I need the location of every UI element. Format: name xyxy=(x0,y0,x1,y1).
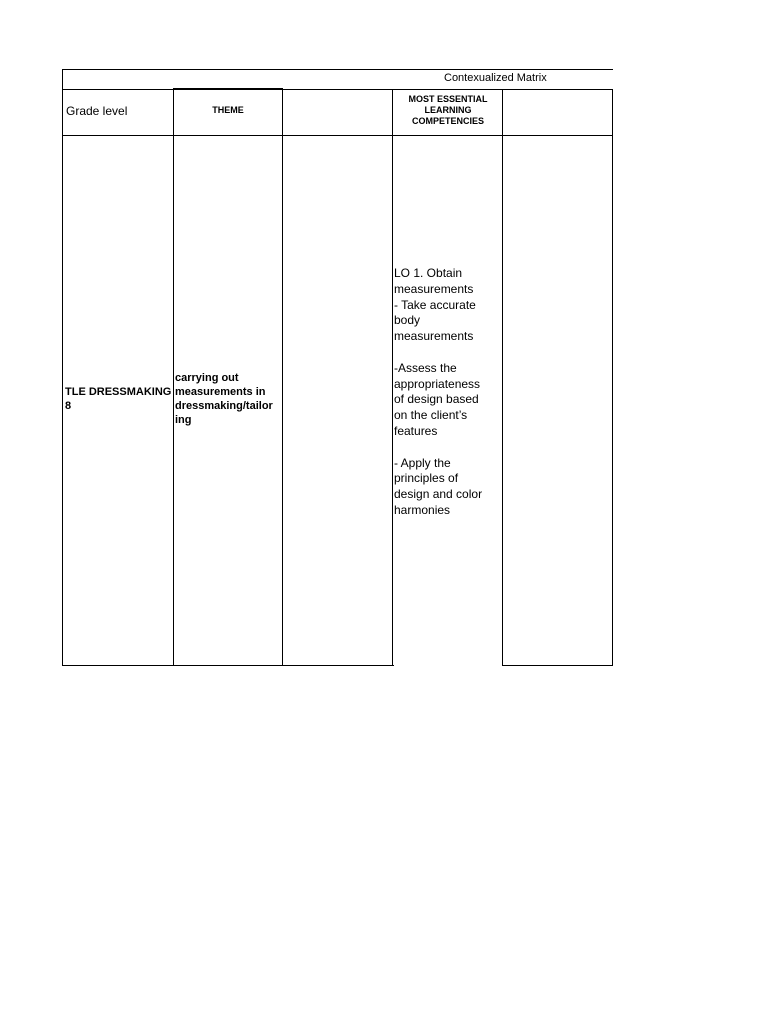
cell-grade-level: TLE DRESSMAKING 8 xyxy=(65,386,172,412)
header-row-top-border xyxy=(62,89,613,90)
table-bottom-border-left xyxy=(62,665,394,666)
cell-theme: carrying out measurements in dressmaking/tailor ing xyxy=(175,372,273,426)
table-top-border xyxy=(62,69,613,70)
table-bottom-border-right xyxy=(502,665,613,666)
column-divider-3 xyxy=(392,89,393,666)
column-divider-4 xyxy=(502,89,503,666)
matrix-title: Contexualized Matrix xyxy=(444,72,547,84)
cell-learning-competencies: LO 1. Obtain measurements - Take accurate body measurements -Assess the appropriateness of design based on the client’s features - Apply the principles of design and color harmonies xyxy=(394,266,483,517)
header-grade-level: Grade level xyxy=(66,104,128,118)
header-most-essential-learning-competencies: MOST ESSENTIAL LEARNING COMPETENCIES xyxy=(408,94,488,126)
header-theme: THEME xyxy=(212,105,244,115)
header-row-bottom-border xyxy=(62,135,613,136)
column-divider-1 xyxy=(173,88,174,666)
table-left-border xyxy=(62,69,63,666)
table-right-border xyxy=(612,89,613,666)
